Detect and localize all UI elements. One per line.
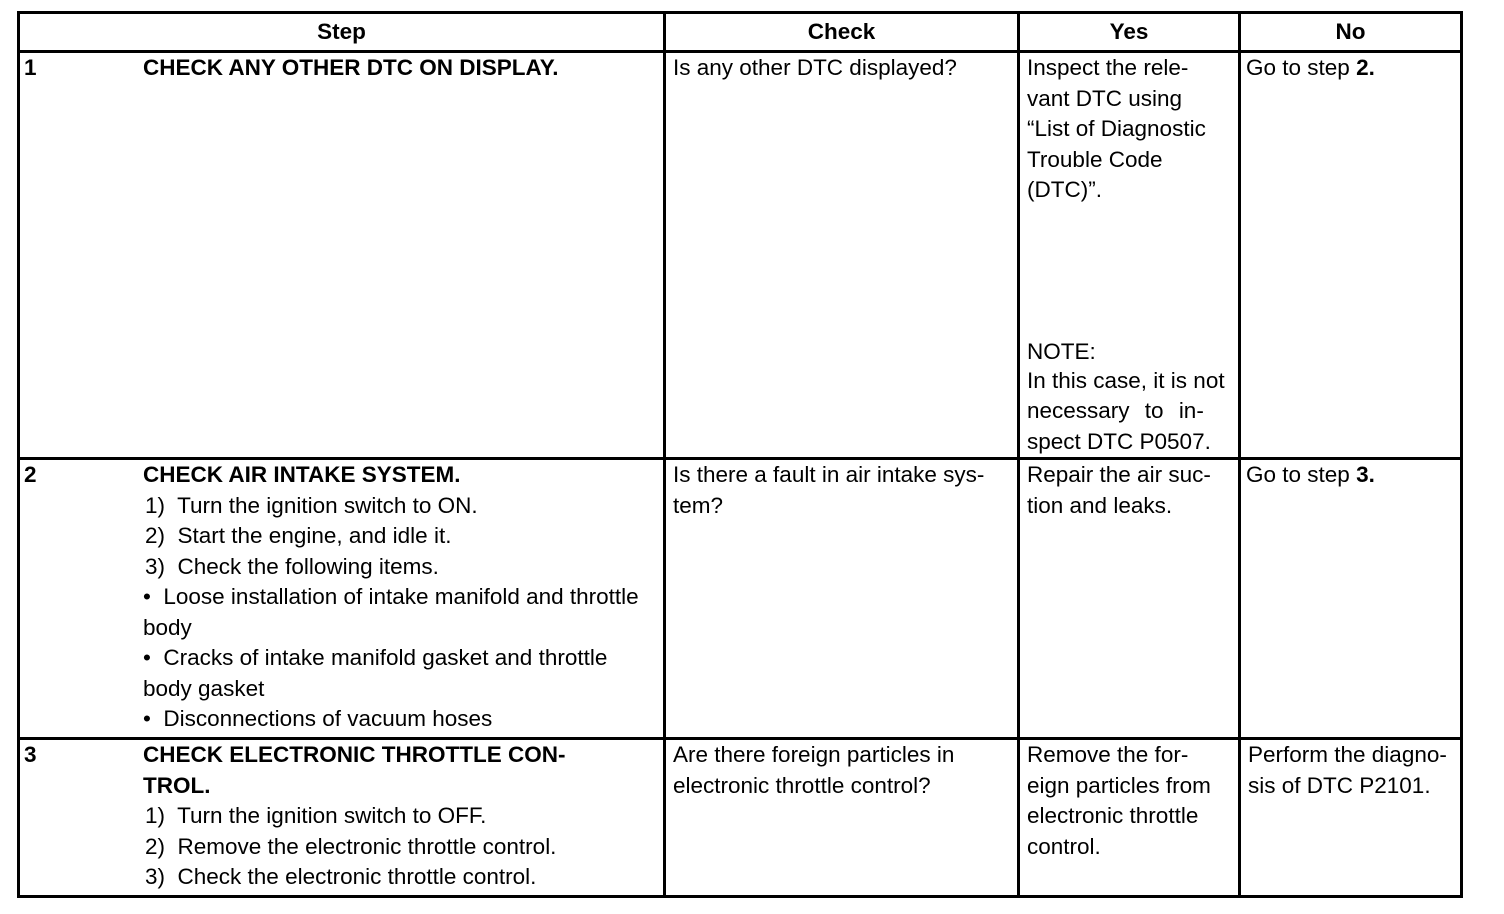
- step-number: 3: [24, 742, 37, 767]
- no-step-ref: 2.: [1356, 55, 1375, 80]
- header-step: Step: [19, 13, 665, 52]
- no-step-ref: 3.: [1356, 462, 1375, 487]
- yes-line: eign particles from: [1027, 772, 1211, 798]
- step-title: CHECK ANY OTHER DTC ON DISPLAY.: [143, 55, 559, 80]
- yes-line: (DTC)”.: [1027, 177, 1102, 202]
- check-line: tem?: [673, 492, 724, 518]
- no-line: Perform the diagno-: [1248, 742, 1447, 767]
- header-check: Check: [665, 13, 1019, 52]
- check-line: electronic throttle control?: [673, 772, 931, 798]
- note-line: spect DTC P0507.: [1027, 428, 1211, 454]
- step-title: CHECK ELECTRONIC THROTTLE CON-: [143, 742, 566, 767]
- step-item: 3) Check the following items.: [145, 553, 439, 579]
- step-item: 1) Turn the ignition switch to ON.: [145, 492, 478, 518]
- step-title: CHECK AIR INTAKE SYSTEM.: [143, 462, 461, 487]
- check-line: Is any other DTC displayed?: [673, 55, 957, 80]
- no-line: sis of DTC P2101.: [1248, 772, 1431, 798]
- check-cell: [665, 739, 1019, 897]
- note-label: NOTE:: [1027, 338, 1096, 364]
- no-cell: [1240, 739, 1462, 897]
- step-cell: [19, 52, 665, 459]
- check-line: Are there foreign particles in: [673, 742, 955, 767]
- yes-line: Repair the air suc-: [1027, 462, 1211, 487]
- step-bullet: • Loose installation of intake manifold and throttle body: [143, 584, 645, 640]
- yes-cell: [1019, 52, 1240, 459]
- note-line: In this case, it is not: [1027, 367, 1225, 393]
- step-item: 2) Remove the electronic throttle control.: [145, 833, 557, 859]
- step-cell: [19, 459, 665, 739]
- no-prefix: Go to step: [1246, 55, 1357, 80]
- yes-line: electronic throttle: [1027, 803, 1199, 828]
- table-row: [19, 52, 1462, 459]
- step-item: 3) Check the electronic throttle control.: [145, 864, 537, 889]
- header-yes: Yes: [1019, 13, 1240, 52]
- step-item: 2) Start the engine, and idle it.: [145, 523, 452, 548]
- step-bullet: • Cracks of intake manifold gasket and throttle body gasket: [143, 645, 614, 701]
- yes-cell: [1019, 459, 1240, 739]
- table-row: [19, 459, 1462, 739]
- table-row: [19, 739, 1462, 897]
- note-line: necessary to in-: [1027, 398, 1204, 423]
- yes-line: vant DTC using: [1027, 85, 1183, 111]
- step-item: 1) Turn the ignition switch to OFF.: [145, 803, 487, 828]
- yes-line: “List of Diagnostic: [1027, 116, 1206, 141]
- yes-line: control.: [1027, 833, 1101, 859]
- step-title: TROL.: [143, 772, 211, 798]
- step-bullet: • Disconnections of vacuum hoses: [143, 706, 493, 731]
- yes-line: Trouble Code: [1027, 146, 1163, 172]
- no-cell: [1240, 52, 1462, 459]
- yes-line: Inspect the rele-: [1027, 55, 1189, 80]
- check-cell: [665, 459, 1019, 739]
- step-number: 1: [24, 55, 37, 80]
- check-cell: [665, 52, 1019, 459]
- table-header-row: [19, 13, 1462, 52]
- check-line: Is there a fault in air intake sys-: [673, 462, 985, 487]
- yes-line: Remove the for-: [1027, 742, 1189, 767]
- header-no: No: [1240, 13, 1462, 52]
- step-cell: [19, 739, 665, 897]
- no-cell: [1240, 459, 1462, 739]
- step-number: 2: [24, 462, 37, 487]
- yes-cell: [1019, 739, 1240, 897]
- yes-line: tion and leaks.: [1027, 492, 1173, 518]
- no-prefix: Go to step: [1246, 462, 1357, 487]
- diagnostic-table: [17, 11, 1463, 898]
